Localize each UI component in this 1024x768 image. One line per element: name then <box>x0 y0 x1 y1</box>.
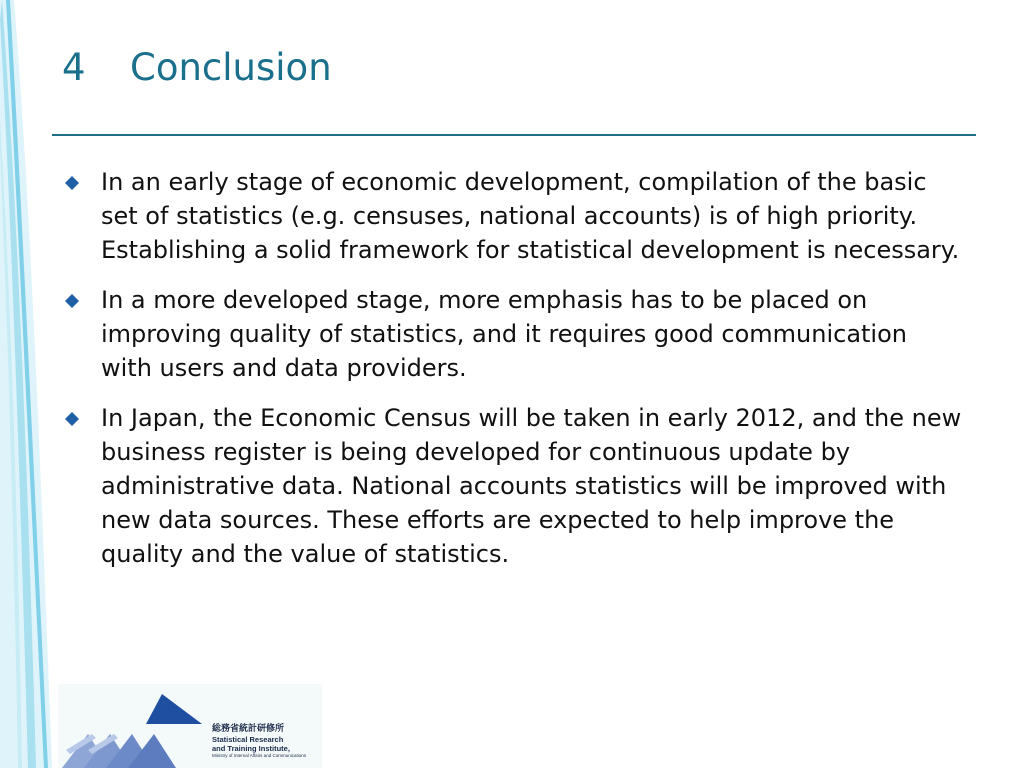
institute-name-line1: Statistical Research <box>212 735 284 744</box>
left-swoosh-decoration <box>0 0 60 768</box>
institute-logo-mark <box>62 690 206 768</box>
diamond-bullet-icon <box>65 294 79 308</box>
diamond-bullet-icon <box>65 176 79 190</box>
bullet-text: In an early stage of economic development, compilation of the basic set of statistics (e.g. censuses, national accounts) is of high priority. Establishing a solid framework for statistical development is necessary. <box>101 168 960 264</box>
title-divider <box>52 134 976 136</box>
bullet-item <box>64 283 964 385</box>
bullet-text: In Japan, the Economic Census will be taken in early 2012, and the new business register is being developed for continuous update by administrative data. National accounts statistics will be improved with new data sources. These efforts are expected to help improve the quality and the value of statistics. <box>101 404 962 568</box>
bullet-item <box>64 165 964 267</box>
diamond-bullet-icon <box>65 412 79 426</box>
bullet-list <box>64 165 964 587</box>
institute-name-japanese: 総務省統計研修所 <box>212 724 285 734</box>
institute-name-line2: and Training Institute, <box>212 744 290 753</box>
institute-logo-text <box>212 724 320 759</box>
bullet-item <box>64 401 964 571</box>
section-title: Conclusion <box>130 46 332 89</box>
institute-logo <box>58 684 322 768</box>
slide-title <box>62 44 332 92</box>
section-number: 4 <box>62 46 86 89</box>
ministry-name: Ministry of Internal Affairs and Communications <box>212 753 306 758</box>
bullet-text: In a more developed stage, more emphasis has to be placed on improving quality of statistics, and it requires good communication with users and data providers. <box>101 286 907 382</box>
